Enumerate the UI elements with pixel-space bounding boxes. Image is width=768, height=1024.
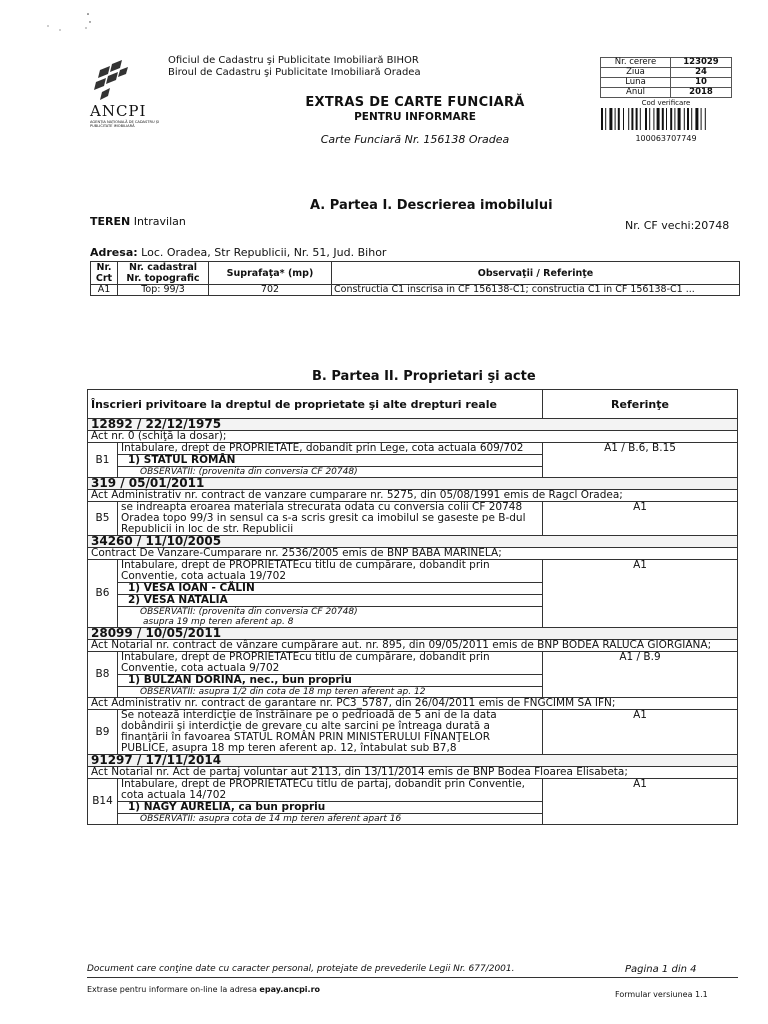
observation: asupra 19 mp teren aferent ap. 8 <box>143 617 294 627</box>
scan-specks <box>40 8 120 38</box>
agency-line-1: Oficiul de Cadastru şi Publicitate Imobiliară BIHOR <box>168 55 419 66</box>
title-block <box>250 95 580 146</box>
owner-name: 2) VESA NATALIA <box>118 594 542 606</box>
entry-reference: A1 / B.6, B.15 <box>543 443 738 478</box>
owner-name: 1) STATUL ROMÂN <box>118 454 542 466</box>
ancpi-emblem-icon <box>90 52 172 102</box>
address-label: Adresa: <box>90 246 138 259</box>
table-row <box>91 285 740 296</box>
entry-code: B6 <box>88 560 118 628</box>
entry-row <box>88 779 738 825</box>
act-row <box>88 548 738 560</box>
form-version: Formular versiunea 1.1 <box>615 990 708 999</box>
entry-text: Intabulare, drept de PROPRIETATEcu titlu de cumpărare, dobandit prin Conventie, cota actuala 19/702 <box>121 559 490 582</box>
address-value: Loc. Oradea, Str Republicii, Nr. 51, Jud. Bihor <box>141 246 387 259</box>
online-url-link[interactable]: epay.ancpi.ro <box>259 985 321 994</box>
barcode-number: 100063707749 <box>635 134 697 143</box>
registration-date-row <box>88 628 738 640</box>
online-prefix: Extrase pentru informare on-line la adresa <box>87 985 257 994</box>
entry-text: Intabulare, drept de PROPRIETATEcu titlu de cumpărare, dobandit prin Conventie, cota actuala 9/702 <box>121 651 490 674</box>
act-row <box>88 490 738 502</box>
table-header-row <box>91 262 740 285</box>
barcode-label: Cod verificare <box>641 99 691 107</box>
registration-number: 319 / 05/01/2011 <box>88 478 738 490</box>
entry-code: B14 <box>88 779 118 825</box>
act-text: Act Administrativ nr. contract de garantare nr. PC3_5787, din 26/04/2011 emis de FNGCIMM SA IFN; <box>88 698 738 710</box>
act-row <box>88 767 738 779</box>
request-row <box>601 88 732 98</box>
address-line <box>90 246 386 259</box>
owners-table <box>87 389 738 825</box>
footer-divider <box>87 977 738 978</box>
online-note <box>87 985 320 994</box>
teren-label: TEREN <box>90 215 131 228</box>
cf-number: Carte Funciară Nr. 156138 Oradea <box>320 133 510 146</box>
request-row <box>601 78 732 88</box>
observation: OBSERVATII: (provenita din conversia CF 20748) <box>118 466 542 477</box>
entry-text: Intabulare, drept de PROPRIETATE, dobandit prin Lege, cota actuala 609/702 <box>121 442 524 454</box>
entry-cell <box>118 560 543 628</box>
request-value: 2018 <box>670 88 731 98</box>
registration-date-row <box>88 478 738 490</box>
entry-row <box>88 560 738 628</box>
act-row <box>88 431 738 443</box>
act-text: Act Administrativ nr. contract de vanzare cumparare nr. 5275, din 05/08/1991 emis de Ragcl Oradea; <box>88 490 738 502</box>
entry-reference: A1 <box>543 502 738 536</box>
entry-reference: A1 <box>543 560 738 628</box>
col-inscrieri: Înscrieri privitoare la dreptul de proprietate şi alte drepturi reale <box>88 390 543 419</box>
registration-number: 91297 / 17/11/2014 <box>88 755 738 767</box>
cell-suprafata: 702 <box>209 285 332 296</box>
teren-value: Intravilan <box>133 215 186 228</box>
entry-code: B8 <box>88 652 118 698</box>
owner-name: 1) VESA IOAN - CĂLIN <box>118 582 542 594</box>
part-b-title: B. Partea II. Proprietari şi acte <box>312 369 536 384</box>
registration-number: 28099 / 10/05/2011 <box>88 628 738 640</box>
observation: OBSERVATII: asupra cota de 14 mp teren aferent apart 16 <box>118 813 542 824</box>
owner-name: 1) NAGY AURELIA, ca bun propriu <box>118 801 542 813</box>
request-value: 10 <box>670 78 731 88</box>
request-table <box>600 57 732 98</box>
col-suprafata: Suprafaţa* (mp) <box>209 262 332 285</box>
entry-cell <box>118 779 543 825</box>
act-text: Contract De Vanzare-Cumparare nr. 2536/2005 emis de BNP BABA MARINELA; <box>88 548 738 560</box>
request-value: 24 <box>670 68 731 78</box>
document-title: EXTRAS DE CARTE FUNCIARĂ <box>305 95 525 110</box>
observation: OBSERVATII: asupra 1/2 din cota de 18 mp teren aferent ap. 12 <box>118 686 542 697</box>
entry-row <box>88 652 738 698</box>
registration-date-row <box>88 419 738 431</box>
old-cf-number: Nr. CF vechi:20748 <box>625 219 730 232</box>
registration-date-row <box>88 536 738 548</box>
entry-code: B5 <box>88 502 118 536</box>
barcode-icon <box>600 108 730 130</box>
request-label: Nr. cerere <box>601 58 671 68</box>
request-label: Ziua <box>601 68 671 78</box>
col-observatii: Observaţii / Referinţe <box>332 262 740 285</box>
owner-name: 1) BULZAN DORINA, nec., bun propriu <box>118 674 542 686</box>
entry-cell <box>118 652 543 698</box>
entry-code: B9 <box>88 710 118 755</box>
cell-observatii: Constructia C1 inscrisa in CF 156138-C1; constructia C1 in CF 156138-C1 ... <box>332 285 740 296</box>
request-label: Luna <box>601 78 671 88</box>
agency-line-2: Biroul de Cadastru şi Publicitate Imobiliară Oradea <box>168 67 421 78</box>
act-row <box>88 640 738 652</box>
registration-number: 12892 / 22/12/1975 <box>88 419 738 431</box>
act-text: Act nr. 0 (schiţă la dosar); <box>88 431 738 443</box>
entry-cell <box>118 502 543 536</box>
entry-code: B1 <box>88 443 118 478</box>
agency-block <box>168 55 421 79</box>
entry-row <box>88 710 738 755</box>
cell-cadastral: Top: 99/3 <box>118 285 209 296</box>
act-row <box>88 698 738 710</box>
cell-nr: A1 <box>91 285 118 296</box>
col-referinte: Referinţe <box>543 390 738 419</box>
entry-row <box>88 443 738 478</box>
col-nr-crt: Nr. Crt <box>91 262 118 285</box>
entry-reference: A1 <box>543 710 738 755</box>
page-number: Pagina 1 din 4 <box>625 964 697 975</box>
registration-number: 34260 / 11/10/2005 <box>88 536 738 548</box>
logo-text: ANCPI <box>90 102 147 120</box>
table-header-row <box>88 390 738 419</box>
act-text: Act Notarial nr. contract de vânzare cumpărare aut. nr. 895, din 09/05/2011 emis de BNP BODEA RALUCA GIORGIANA; <box>88 640 738 652</box>
property-description-table <box>90 261 740 296</box>
col-cadastral: Nr. cadastral Nr. topografic <box>118 262 209 285</box>
observation: OBSERVATII: (provenita din conversia CF 20748) <box>118 606 542 617</box>
entry-cell <box>118 443 543 478</box>
entry-text: se indreapta eroarea materiala strecurata odata cu conversia colii CF 20748 Oradea topo 99/3 in sensul ca s-a scris gresit ca imobilul se gaseste pe B-dul Republicii in loc de str. Republicii <box>121 501 526 535</box>
request-value: 123029 <box>670 58 731 68</box>
entry-reference: A1 / B.9 <box>543 652 738 698</box>
request-row <box>601 68 732 78</box>
request-row <box>601 58 732 68</box>
entry-row <box>88 502 738 536</box>
entry-text: Se notează interdicţie de înstrăinare pe o pedrioadă de 5 ani de la data dobândirii şi interdicţie de grevare cu alte sarcini pe întreaga durată a finanţării în favoarea STATUL ROMÂN PRIN MINISTERULUI FINANŢELOR PUBLICE, asupra 18 mp teren aferent ap. 12, întabulat sub B7,8 <box>121 709 497 754</box>
registration-date-row <box>88 755 738 767</box>
logo-subtext: AGENȚIA NAȚIONALĂ DE CADASTRU ȘI PUBLICITATE IMOBILIARĂ <box>90 120 160 128</box>
entry-text: Intabulare, drept de PROPRIETATECu titlu de partaj, dobandit prin Conventie, cota actuala 14/702 <box>121 778 526 801</box>
entry-cell <box>118 710 543 755</box>
act-text: Act Notarial nr. Act de partaj voluntar aut 2113, din 13/11/2014 emis de BNP Bodea Floarea Elisabeta; <box>88 767 738 779</box>
request-info-box <box>600 57 732 143</box>
part-a-title: A. Partea I. Descrierea imobilului <box>310 198 553 213</box>
document-subtitle: PENTRU INFORMARE <box>354 111 476 123</box>
entry-reference: A1 <box>543 779 738 825</box>
teren-line <box>90 215 186 228</box>
request-label: Anul <box>601 88 671 98</box>
ancpi-logo <box>90 52 172 130</box>
personal-data-note: Document care conţine date cu caracter personal, protejate de prevederile Legii Nr. 677/2001. <box>87 964 515 974</box>
